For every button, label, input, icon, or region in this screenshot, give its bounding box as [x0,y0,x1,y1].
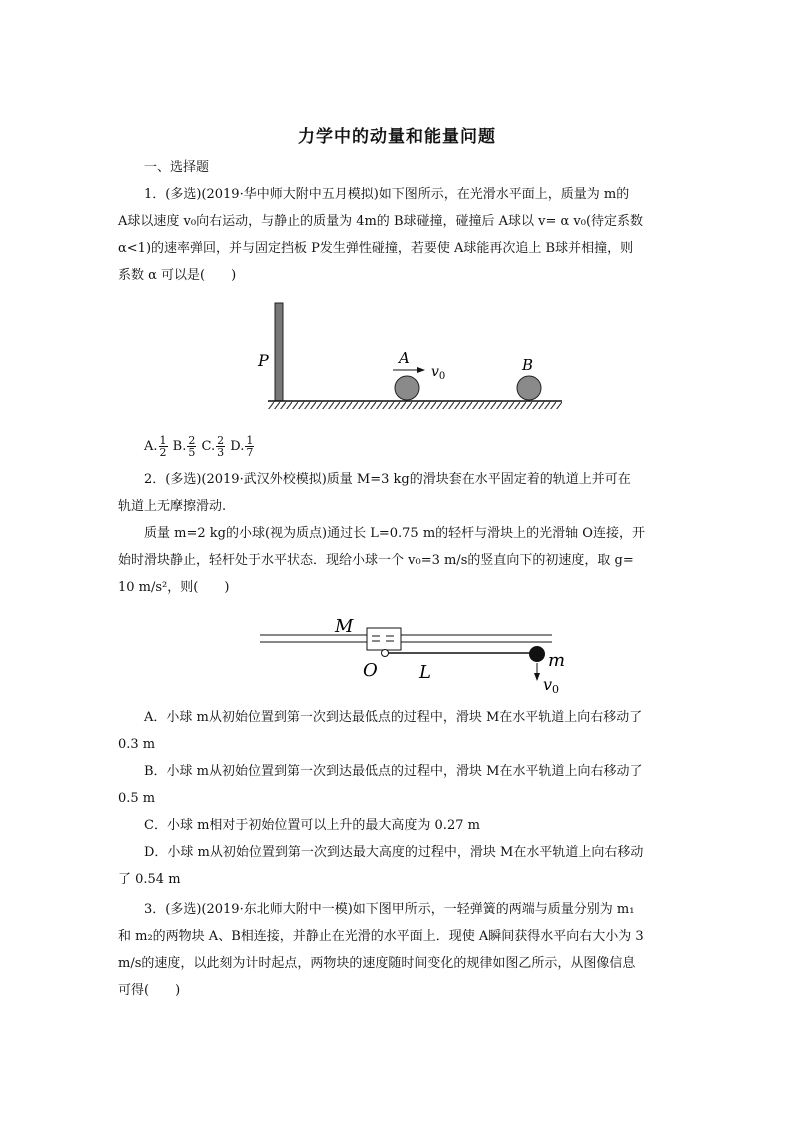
q1-option-b[interactable]: B. $\frac{2}{5}$ [172,434,196,459]
q2-option-c[interactable]: C．小球 m相对于初始位置可以上升的最大高度为 0.27 m [144,818,480,833]
section-heading: 一、选择题 [144,160,210,175]
q1-line-1: 1．(多选)(2019·华中师大附中五月模拟)如下图所示，在光滑水平面上，质量为 m的 [144,187,630,202]
q1-line-4: 系数 α 可以是( ) [118,268,237,283]
q2-option-d[interactable]: D．小球 m从初始位置到第一次到达最大高度的过程中，滑块 M在水平轨道上向右移动 [144,845,644,860]
ball-b [517,376,541,400]
q2-option-d-cont: 了 0.54 m [118,872,181,887]
q2-line-1: 2．(多选)(2019·武汉外校模拟)质量 M=3 kg的滑块套在水平固定着的轨道上并可在 [144,472,631,487]
q3-line-1: 3．(多选)(2019·东北师大附中一模)如下图甲所示，一轻弹簧的两端与质量分别为 m₁ [144,902,635,917]
q1-option-a[interactable]: A. $\frac{1}{2}$ [144,434,167,459]
label-a: A [399,349,410,367]
q2-option-a-cont: 0.3 m [118,737,156,752]
q2-line-5: 10 m/s²，则( ) [118,580,230,595]
q1-option-d[interactable]: D. $\frac{1}{7}$ [230,434,254,459]
q1-option-c[interactable]: C. $\frac{2}{3}$ [201,434,225,459]
q3-line-3: m/s的速度，以此刻为计时起点，两物块的速度随时间变化的规律如图乙所示，从图像信息 [118,956,636,971]
label-L: L [419,662,431,683]
label-p: P [258,351,269,370]
q1-figure [250,298,570,416]
q1-line-3: α<1)的速率弹回，并与固定挡板 P发生弹性碰撞，若要使 A球能再次追上 B球并相撞，则 [118,241,634,256]
label-O: O [363,660,378,681]
q3-line-4: 可得( ) [118,983,181,998]
ground-hatch [268,401,562,409]
q2-option-a[interactable]: A．小球 m从初始位置到第一次到达最低点的过程中，滑块 M在水平轨道上向右移动了 [144,710,643,725]
label-v0: $v_0$ [431,364,446,382]
q2-option-b-cont: 0.5 m [118,791,156,806]
pivot-o [382,650,389,657]
q2-line-2: 轨道上无摩擦滑动. [118,499,227,514]
label-m: m [548,650,566,671]
q2-line-3: 质量 m=2 kg的小球(视为质点)通过长 L=0.75 m的轻杆与滑块上的光滑轴 O连接，开 [144,526,645,541]
slider-block [367,628,401,650]
ball-a [395,376,419,400]
q2-figure [255,608,585,698]
q1-line-2: A球以速度 v₀向右运动，与静止的质量为 4m的 B球碰撞，碰撞后 A球以 v= α v₀(待定系数 [118,214,644,229]
q2-line-4: 始时滑块静止，轻杆处于水平状态．现给小球一个 v₀=3 m/s的竖直向下的初速度，取 g= [118,553,634,568]
q3-line-2: 和 m₂的两物块 A、B相连接，并静止在光滑的水平面上．现使 A瞬间获得水平向右大小为 3 [118,929,644,944]
ball-m [529,646,545,662]
page-title: 力学中的动量和能量问题 [298,127,496,147]
label-v0: v0 [543,675,560,696]
q1-options [144,432,255,462]
q2-option-b[interactable]: B．小球 m从初始位置到第一次到达最低点的过程中，滑块 M在水平轨道上向右移动了 [144,764,643,779]
label-b: B [522,356,534,374]
label-M: M [335,616,354,637]
wall-p [275,303,283,401]
